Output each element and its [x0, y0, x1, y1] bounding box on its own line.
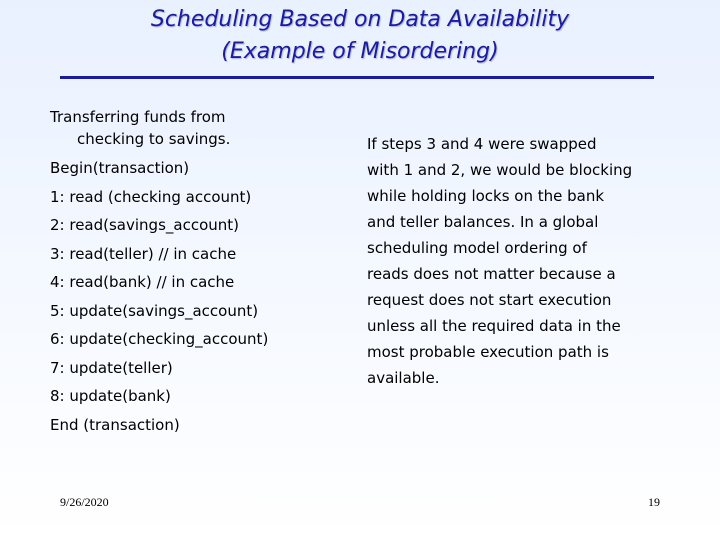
step-line: End (transaction) — [50, 415, 180, 434]
explanation-line: scheduling model ordering of — [367, 239, 587, 257]
intro-text — [50, 106, 340, 150]
slide-title-line-2: (Example of Misordering) — [221, 39, 499, 64]
explanation-line: most probable execution path is — [367, 343, 609, 361]
explanation-line: available. — [367, 369, 440, 387]
explanation-line: If steps 3 and 4 were swapped — [367, 135, 597, 153]
step-line: Begin(transaction) — [50, 159, 190, 177]
slide-title — [0, 4, 720, 68]
step-line: 6: update(checking_account) — [50, 330, 269, 348]
transaction-steps-column — [50, 106, 340, 439]
step-line: 4: read(bank) // in cache — [50, 273, 235, 291]
step-line: 7: update(teller) — [50, 358, 173, 377]
step-line: 3: read(teller) // in cache — [50, 244, 237, 263]
explanation-line: while holding locks on the bank — [367, 187, 605, 205]
explanation-line: request does not start execution — [367, 291, 612, 309]
step-line: 2: read(savings_account) — [50, 216, 240, 234]
explanation-line: with 1 and 2, we would be blocking — [367, 161, 633, 179]
intro-line: checking to savings. — [77, 130, 231, 148]
explanation-line: unless all the required data in the — [367, 317, 621, 335]
slide-title-line-1: Scheduling Based on Data Availability — [150, 7, 570, 32]
title-underline — [60, 76, 654, 79]
explanation-line: reads does not matter because a — [367, 265, 616, 283]
intro-line: Transferring funds from — [50, 108, 226, 126]
page-number: 19 — [648, 495, 660, 509]
step-line: 8: update(bank) — [50, 387, 171, 405]
explanation-line: and teller balances. In a global — [367, 213, 599, 231]
step-line: 5: update(savings_account) — [50, 301, 259, 320]
footer-date: 9/26/2020 — [60, 495, 109, 509]
step-line: 1: read (checking account) — [50, 187, 252, 206]
explanation-paragraph — [367, 131, 667, 391]
